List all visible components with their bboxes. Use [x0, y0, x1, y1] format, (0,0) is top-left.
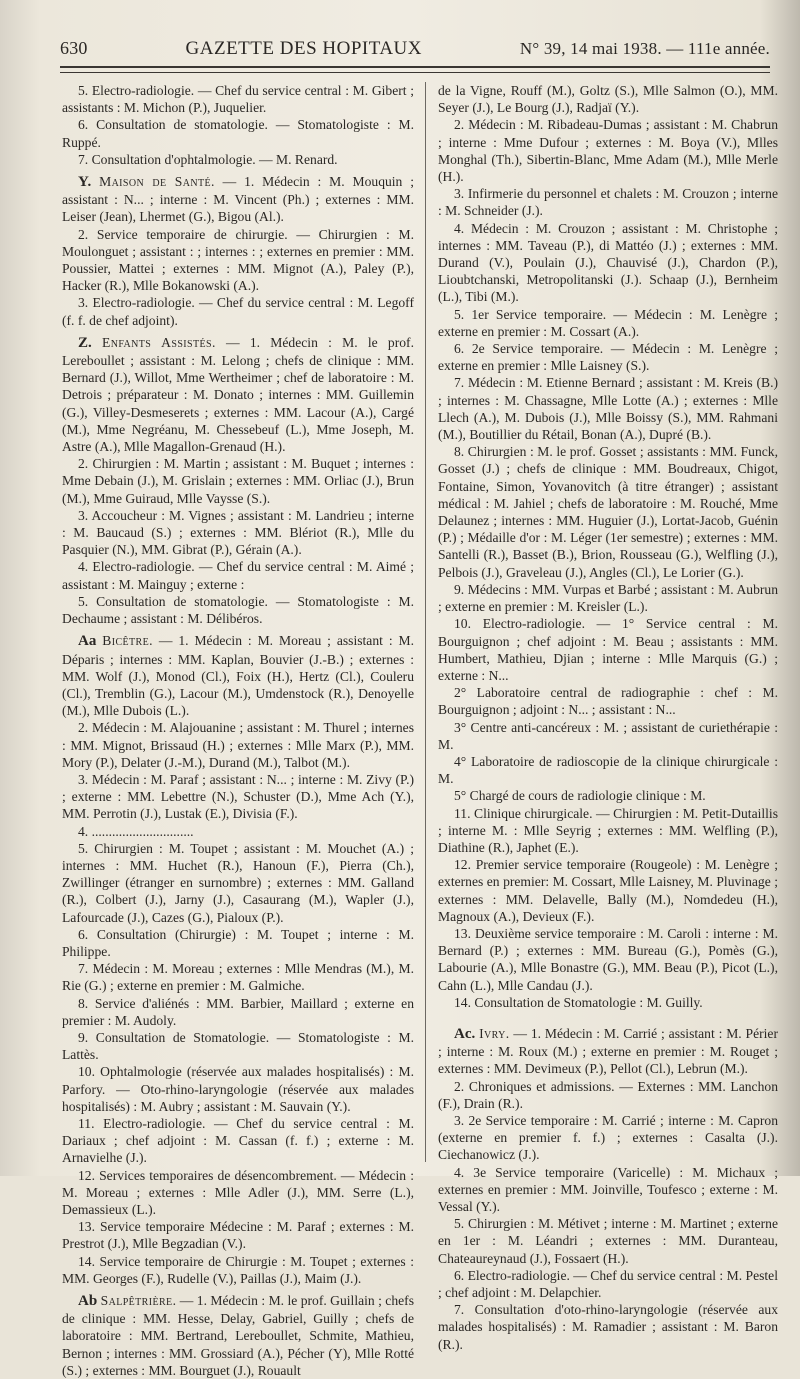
- paragraph: [62, 926, 414, 960]
- column-divider: [425, 82, 426, 1162]
- paragraph-text: 2. Service temporaire de chirurgie. — Chirurgien : M. Moulonguet ; assistant : ; internes : ; externes en premier : MM. Poussier, Mattei ; externes : MM. Mignot (A.), Paley (P.), Hacker (R.), Mlle Bokanowski (A.).: [62, 226, 414, 294]
- paragraph: [62, 1218, 414, 1252]
- paragraph-text: 7. Consultation d'oto-rhino-laryngologie (réservée aux malades hospitalisés) : M. Ramadier ; assistant : M. Baron (R.).: [438, 1302, 778, 1352]
- paragraph: [62, 334, 414, 455]
- paragraph-text: 3. 2e Service temporaire : M. Carrié ; interne : M. Capron (externe en premier f. f.) ; externes : Casalta (J.). Ciechanowicz (J.).: [438, 1112, 778, 1163]
- paragraph-text: 3. Accoucheur : M. Vignes ; assistant : M. Landrieu ; interne : M. Baucaud (S.) ; externes : MM. Blériot (R.), Mlle du Pasquier (N.), MM. Gibrat (P.), Gérain (A.).: [62, 507, 414, 558]
- paragraph-text: 3° Centre anti-cancéreux : M. ; assistant de curiethérapie : M.: [438, 719, 778, 752]
- paragraph-text: 12. Premier service temporaire (Rougeole) : M. Lenègre ; externes en premier: M. Cossart, Mlle Laisney, M. Pluvinage ; externes : MM. Delavelle, Bally (M.), Nomdedeu (H.), Magnoux (A.), Devieux (F.).: [438, 857, 778, 924]
- paragraph-text: 9. Médecins : MM. Vurpas et Barbé ; assistant : M. Aubrun ; externe en premier : M. Kreisler (L.).: [438, 581, 778, 615]
- paragraph: [438, 719, 778, 753]
- paragraph: [438, 1215, 778, 1267]
- paragraph: [438, 116, 778, 185]
- paragraph-text: 6. Consultation (Chirurgie) : M. Toupet ; interne : M. Philippe.: [62, 926, 414, 959]
- paragraph-text: — 1. Médecin : M. le prof. Lereboullet ; assistant : M. Lelong ; chefs de clinique : MM. Bernard (J.), Willot, Mme Wertheimer ; chef de laboratoire : M. Detrois ; préparateur : M. Donato ; internes : MM. Guillemin (G.), Villey-Desmeserets ; externes : MM. Lacour (A.), Cargé (M.), Mme Negréanu, M. Chessebeuf (L.), Mme Joseph, M. Astre (A.), Mlle Magallon-Grenaud (H.).: [62, 334, 414, 455]
- paragraph: [438, 994, 778, 1011]
- paragraph-text: 5. Chirurgien : M. Toupet ; assistant : M. Mouchet (A.) ; internes : MM. Huchet (R.), Hanoun (F.), Pierra (Ch.), Zwillinger (étranger en surnombre) ; externes : MM. Galland (R.), Colbert (J.), Jarny (J.), Casaurang (M.), Wapler (J.), Lafourcade (J.), Cazes (G.), Pialoux (P.).: [62, 840, 414, 925]
- paragraph: [438, 185, 778, 219]
- paragraph: [62, 719, 414, 771]
- paragraph-text: — 1. Médecin : M. le prof. Guillain ; chefs de clinique : MM. Hesse, Delay, Gabriel, Guilly ; chefs de laboratoire : MM. Bertrand, Lereboullet, Schmite, Mathieu, Bernon ; internes : MM. Grossiard (A.), Pécher (Y), Mlle Rotté (S.) ; externes : MM. Bourguet (J.), Rouault: [62, 1293, 414, 1378]
- paragraph-text: 5. Electro-radiologie. — Chef du service central : M. Gibert ; assistants : M. Michon (P.), Juquelier.: [62, 83, 414, 116]
- paragraph: [62, 960, 414, 994]
- paragraph-text: 13. Service temporaire Médecine : M. Paraf ; externes : M. Prestrot (J.), Mlle Begzadian (V.).: [62, 1219, 414, 1252]
- paragraph-text: 14. Consultation de Stomatologie : M. Guilly.: [454, 994, 703, 1010]
- paragraph-text: 6. Electro-radiologie. — Chef du service central : M. Pestel ; chef adjoint : M. Delapchier.: [438, 1267, 778, 1301]
- section-letter: Ab: [78, 1293, 98, 1310]
- paragraph: [438, 925, 778, 994]
- paragraph: [438, 374, 778, 443]
- paragraph: [438, 443, 778, 581]
- paragraph-text: — 1. Médecin : M. Mouquin ; assistant : N... ; interne : M. Vincent (Ph.) ; externes : MM. Leiser (Jean), Lhermet (G.), Bigou (Al.).: [62, 174, 414, 225]
- paragraph: [62, 226, 414, 295]
- paragraph: [62, 82, 414, 116]
- paragraph-text: 4. ..............................: [78, 823, 194, 839]
- paragraph-text: 5. 1er Service temporaire. — Médecin : M. Lenègre ; externe en premier : M. Cossart (A.).: [438, 306, 778, 339]
- paragraph-text: 3. Médecin : M. Paraf ; assistant : N... ; interne : M. Zivy (P.) ; externe : MM. Lebettre (N.), Schuster (D.), Mme Ach (Y.), MM. Perrotin (J.), Lustak (E.), Divisia (F.).: [62, 771, 414, 822]
- paragraph: [62, 1063, 414, 1115]
- paragraph-text: 4. Electro-radiologie. — Chef du service central : M. Aimé ; assistant : M. Mainguy ; externe :: [62, 559, 414, 592]
- paragraph-text: 5° Chargé de cours de radiologie clinique : M.: [454, 788, 706, 804]
- paragraph-text: 13. Deuxième service temporaire : M. Caroli : interne : M. Bernard (P.) ; externes : MM. Bureau (G.), Pomès (G.), Labourie (A.), Mlle Bonastre (G.), MM. Beau (P.), Picot (L.), Cahn (L.), Mlle Candau (J.).: [438, 925, 778, 993]
- page-header: [60, 38, 770, 64]
- paragraph: [438, 1301, 778, 1353]
- paragraph-text: 11. Electro-radiologie. — Chef du service central : M. Dariaux ; chef adjoint : M. Cassan (f. f.) ; externe : M. Arnavielhe (J.).: [62, 1115, 414, 1166]
- section-letter: Ac.: [454, 1025, 476, 1042]
- paragraph-text: 2. Médecin : M. Alajouanine ; assistant : M. Thurel ; internes : MM. Mignot, Brissaud (H.) ; externes : Mlle Marx (P.), MM. Mory (P.), Delater (J.-M.), Durand (M.), Talbot (M.).: [62, 720, 414, 770]
- paragraph-text: 6. 2e Service temporaire. — Médecin : M. Lenègre ; externe en premier : Mlle Laisney (S.).: [438, 341, 778, 374]
- paragraph: [438, 306, 778, 340]
- right-column: [438, 82, 778, 1352]
- paragraph-text: 12. Services temporaires de désencombrement. — Médecin : M. Moreau ; externes : Mlle Adler (J.), MM. Serre (L.), Demassieux (L.).: [62, 1167, 414, 1217]
- paragraph: [62, 1292, 414, 1379]
- paragraph: [62, 151, 414, 168]
- issue-info: N° 39, 14 mai 1938. — 111e année.: [519, 39, 770, 58]
- section-letter: Y.: [78, 174, 92, 191]
- paragraph: [62, 1115, 414, 1167]
- paragraph-text: 3. Electro-radiologie. — Chef du service central : M. Legoff (f. f. de chef adjoint).: [62, 295, 414, 328]
- paragraph: [438, 1078, 778, 1112]
- paragraph-text: 2. Chirurgien : M. Martin ; assistant : M. Buquet ; internes : Mme Debain (J.), M. Grislain ; externes : MM. Orliac (J.), Brun (M.), Mme Guiraud, Mlle Vaysse (S.).: [62, 456, 414, 506]
- paragraph-text: 11. Clinique chirurgicale. — Chirurgien : M. Petit-Dutaillis ; interne M. : Mlle Seyrig ; externes : MM. Welfling (P.), Diathine (R.), Japhet (E.).: [438, 805, 778, 855]
- paragraph-text: 8. Service d'aliénés : MM. Barbier, Maillard ; externe en premier : M. Audoly.: [62, 995, 414, 1028]
- paragraph: [62, 173, 414, 226]
- paragraph-text: 2° Laboratoire central de radiographie : chef : M. Bourguignon ; adjoint : N... ; assistant : N...: [438, 685, 778, 718]
- paragraph-text: — 1. Médecin : M. Carrié ; assistant : M. Périer ; interne : M. Roux (M.) ; externe en premier : M. Rouget ; externes : MM. Devimeux (P.), Pellot (Cl.), Lebrun (M.).: [438, 1025, 778, 1077]
- paragraph: [438, 1164, 778, 1216]
- header-rule-thin: [60, 72, 770, 73]
- section-gap: [438, 1011, 778, 1020]
- paragraph-text: 4. 3e Service temporaire (Varicelle) : M. Michaux ; externes en premier : MM. Joinville, Toufesco ; externe : M. Vessal (Y.).: [438, 1164, 778, 1214]
- header-rule: [60, 66, 770, 68]
- paragraph-text: 2. Chroniques et admissions. — Externes : MM. Lanchon (F.), Drain (R.).: [438, 1078, 778, 1111]
- paragraph: [438, 1025, 778, 1078]
- paragraph: [438, 684, 778, 718]
- paragraph-text: de la Vigne, Rouff (M.), Goltz (S.), Mlle Salmon (O.), MM. Seyer (J.), Le Bourg (J.), Radjaï (Y.).: [438, 83, 778, 116]
- paragraph-text: 3. Infirmerie du personnel et chalets : M. Crouzon ; interne : M. Schneider (J.).: [438, 186, 778, 219]
- paragraph: [438, 581, 778, 615]
- paragraph: [438, 856, 778, 925]
- paragraph-text: 2. Médecin : M. Ribadeau-Dumas ; assistant : M. Chabrun ; interne : Mme Dufour ; externes : M. Boya (V.), Mlles Monghal (Th.), Sibertin-Blanc, Mme Adam (M.), Mlle Merle (H.).: [438, 117, 778, 185]
- page-number: 630: [60, 38, 88, 58]
- paragraph: [62, 1253, 414, 1287]
- paragraph-text: 9. Consultation de Stomatologie. — Stomatologiste : M. Lattès.: [62, 1029, 414, 1063]
- paragraph-text: 4. Médecin : M. Crouzon ; assistant : M. Christophe ; internes : MM. Taveau (P.), di Mattéo (J.) ; externes : MM. Durand (V.), Poulain (J.), Chauvisé (J.), Chardon (P.), Lioubtchanski, Metropolitanski (J.). Schaap (J.), Bernheim (L.), Tibi (M.).: [438, 220, 778, 305]
- paragraph-text: 7. Médecin : M. Etienne Bernard ; assistant : M. Kreis (B.) ; internes : M. Chassagne, Mlle Lotte (A.) ; externes : Mlle Llech (A.), M. Dubois (J.), Mlle Boissy (S.), MM. Rahmani (M.), Boutillier du Rétail, Bonan (A.), Dupré (B.).: [438, 375, 778, 443]
- paragraph: [62, 771, 414, 823]
- paragraph-text: — 1. Médecin : M. Moreau ; assistant : M. Déparis ; internes : MM. Kaplan, Bouvier (J.-B.) ; externes : MM. Wolf (J.), Monod (Cl.), Foix (H.), Hertz (Cl.), Couleru (Cl.), Tremblin (G.), Lacour (M.), Umdenstock (R.), Denoyelle (M.), Mlle Dubois (L.).: [62, 633, 414, 719]
- hospital-name: Enfants Assistés.: [102, 334, 216, 350]
- paragraph-text: 14. Service temporaire de Chirurgie : M. Toupet ; externes : MM. Georges (F.), Rudelle (V.), Paillas (J.), Maim (J.).: [62, 1253, 414, 1286]
- journal-title: GAZETTE DES HOPITAUX: [185, 38, 422, 59]
- paragraph-text: 4° Laboratoire de radioscopie de la clinique chirurgicale : M.: [438, 753, 778, 787]
- paragraph: [62, 840, 414, 926]
- paragraph-text: 5. Consultation de stomatologie. — Stomatologiste : M. Dechaume ; assistant : M. Délibéros.: [62, 593, 414, 627]
- section-letter: Z.: [78, 334, 92, 351]
- paragraph: [438, 805, 778, 857]
- paragraph: [62, 1167, 414, 1219]
- hospital-name: Ivry.: [479, 1025, 510, 1041]
- paragraph: [438, 1267, 778, 1301]
- paragraph-text: 10. Ophtalmologie (réservée aux malades hospitalisés) : M. Parfory. — Oto-rhino-laryngologie (réservée aux malades hospitalisés) : M. Aubry ; assistant : M. Sauvain (Y.).: [62, 1064, 414, 1114]
- paragraph-text: 10. Electro-radiologie. — 1° Service central : M. Bourguignon ; chef adjoint : M. Beau ; assistants : MM. Humbert, Mathieu, Djian ; interne : Mlle Marquis (G.) ; externe : N...: [438, 616, 778, 683]
- paragraph: [62, 558, 414, 592]
- paragraph: [62, 294, 414, 328]
- paragraph-text: 6. Consultation de stomatologie. — Stomatologiste : M. Ruppé.: [62, 117, 414, 150]
- left-column: [62, 82, 414, 1378]
- paragraph: [62, 632, 414, 719]
- paragraph: [438, 340, 778, 374]
- paragraph: [62, 455, 414, 507]
- paragraph: [62, 823, 414, 840]
- paragraph-text: 8. Chirurgien : M. le prof. Gosset ; assistants : MM. Funck, Gosset (J.) ; chefs de clinique : MM. Boudreaux, Chigot, Fontaine, Simon, Yovanovitch (à titre étranger) ; assistant médical : M. Jahiel ; chefs de laboratoire : M. Rouché, Mme Delaunez ; internes : MM. Huguier (J.), Lortat-Jacob, Guénin (P.) ; Médaille d'or : M. Léger (1er semestre) ; externes : MM. Santelli (R.), Basset (B.), Brion, Rousseau (G.), Welfling (J.), Pelbois (J.), Graveleau (J.), Angles (Cl.), Le Lorier (G.).: [438, 444, 778, 580]
- hospital-name: Salpêtrière.: [100, 1293, 177, 1309]
- hospital-name: Maison de Santé.: [99, 174, 215, 190]
- paragraph: [438, 615, 778, 684]
- paragraph: [62, 116, 414, 150]
- hospital-name: Bicêtre.: [102, 633, 153, 649]
- paragraph: [62, 507, 414, 559]
- paragraph: [438, 1112, 778, 1164]
- paragraph: [438, 787, 778, 804]
- paragraph-text: 7. Médecin : M. Moreau ; externes : Mlle Mendras (M.), M. Rie (G.) ; externe en premier : M. Galmiche.: [62, 961, 414, 994]
- paragraph: [62, 1029, 414, 1063]
- paragraph: [438, 753, 778, 787]
- paragraph: [438, 220, 778, 306]
- paragraph-text: 5. Chirurgien : M. Métivet ; interne : M. Martinet ; externe en 1er : M. Léandri ; externes : MM. Duranteau, Chateaureynaud (J.), Fossaert (H.).: [438, 1216, 778, 1266]
- paragraph: [438, 82, 778, 116]
- paragraph: [62, 995, 414, 1029]
- paragraph-text: 7. Consultation d'ophtalmologie. — M. Renard.: [78, 151, 338, 167]
- paragraph: [62, 593, 414, 627]
- section-letter: Aa: [78, 633, 97, 650]
